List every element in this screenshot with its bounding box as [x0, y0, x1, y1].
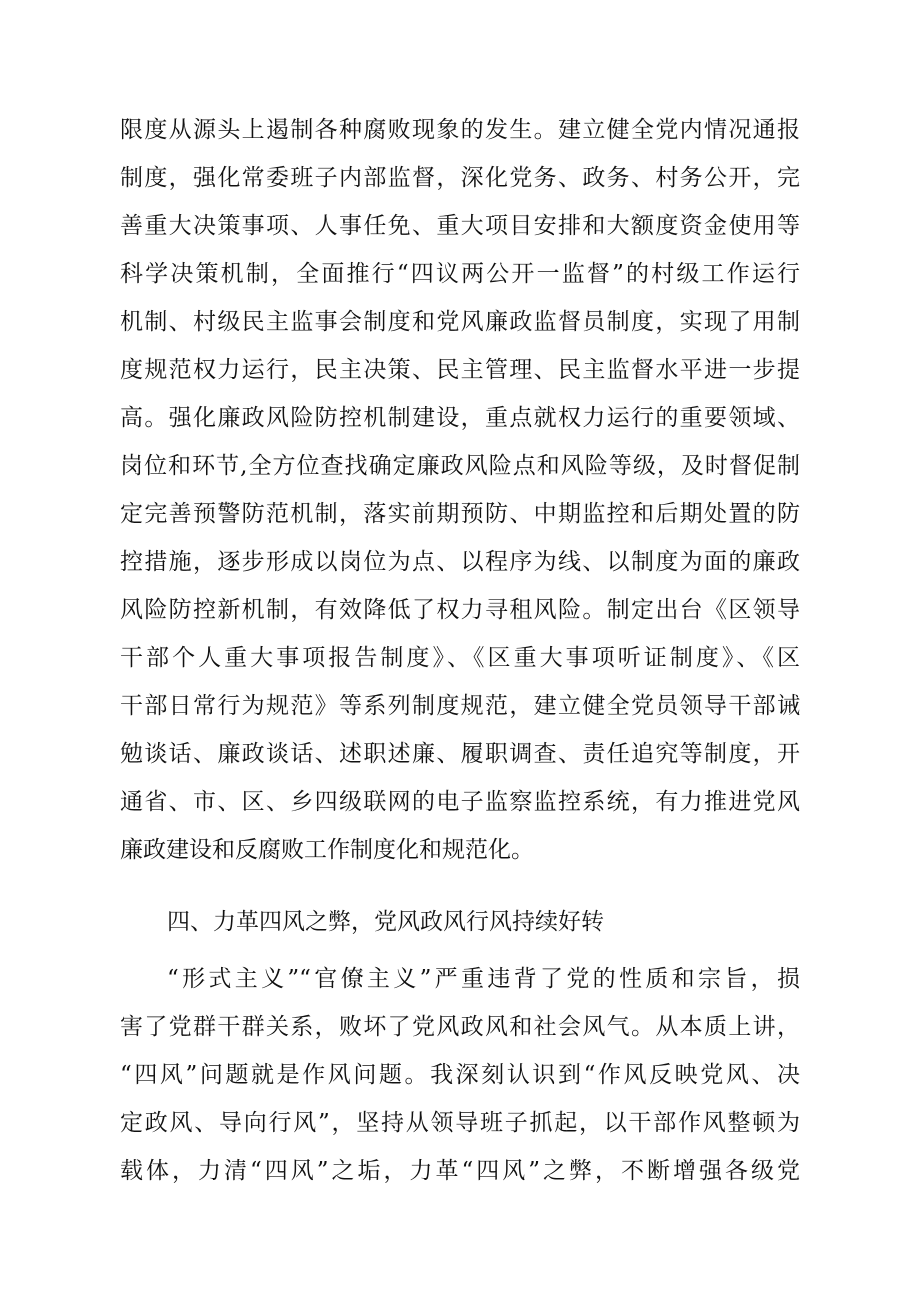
- text-line: 机制、村级民主监事会制度和党风廉政监督员制度，实现了用制: [120, 309, 800, 335]
- text-line: 干部日常行为规范》等系列制度规范，建立健全党员领导干部诫: [120, 693, 800, 719]
- text-line: 定政风、导向行风”，坚持从领导班子抓起，以干部作风整顿为: [120, 1110, 800, 1136]
- text-line: 载体，力清“四风”之垢，力革“四风”之弊，不断增强各级党: [120, 1158, 800, 1184]
- body-paragraph-1: [120, 106, 800, 874]
- text-line: 制度，强化常委班子内部监督，深化党务、政务、村务公开，完: [120, 165, 800, 191]
- text-line: 风险防控新机制，有效降低了权力寻租风险。制定出台《区领导: [120, 597, 800, 623]
- text-line: 廉政建设和反腐败工作制度化和规范化。: [120, 837, 534, 863]
- text-line: 定完善预警防范机制，落实前期预防、中期监控和后期处置的防: [120, 501, 800, 527]
- text-line: 科学决策机制，全面推行“四议两公开一监督”的村级工作运行: [120, 261, 800, 287]
- text-line: 勉谈话、廉政谈话、述职述廉、履职调查、责任追究等制度，开: [120, 741, 800, 767]
- body-paragraph-2: [120, 955, 800, 1195]
- text-line: 善重大决策事项、人事任免、重大项目安排和大额度资金使用等: [120, 213, 800, 239]
- text-line: 岗位和环节,全方位查找确定廉政风险点和风险等级，及时督促制: [120, 453, 800, 479]
- text-line: 通省、市、区、乡四级联网的电子监察监控系统，有力推进党风: [120, 789, 800, 815]
- text-line: 干部个人重大事项报告制度》、《区重大事项听证制度》、《区: [120, 645, 800, 671]
- text-line: “形式主义”“官僚主义”严重违背了党的性质和宗旨，损: [167, 966, 800, 992]
- section-heading: 四、力革四风之弊，党风政风行风持续好转: [167, 909, 604, 935]
- text-line: “四风”问题就是作风问题。我深刻认识到“作风反映党风、决: [120, 1062, 800, 1088]
- text-line: 度规范权力运行，民主决策、民主管理、民主监督水平进一步提: [120, 357, 800, 383]
- text-line: 高。强化廉政风险防控机制建设，重点就权力运行的重要领域、: [120, 405, 800, 431]
- text-line: 控措施，逐步形成以岗位为点、以程序为线、以制度为面的廉政: [120, 549, 800, 575]
- text-line: 限度从源头上遏制各种腐败现象的发生。建立健全党内情况通报: [120, 117, 800, 143]
- text-line: 害了党群干群关系，败坏了党风政风和社会风气。从本质上讲，: [120, 1014, 800, 1040]
